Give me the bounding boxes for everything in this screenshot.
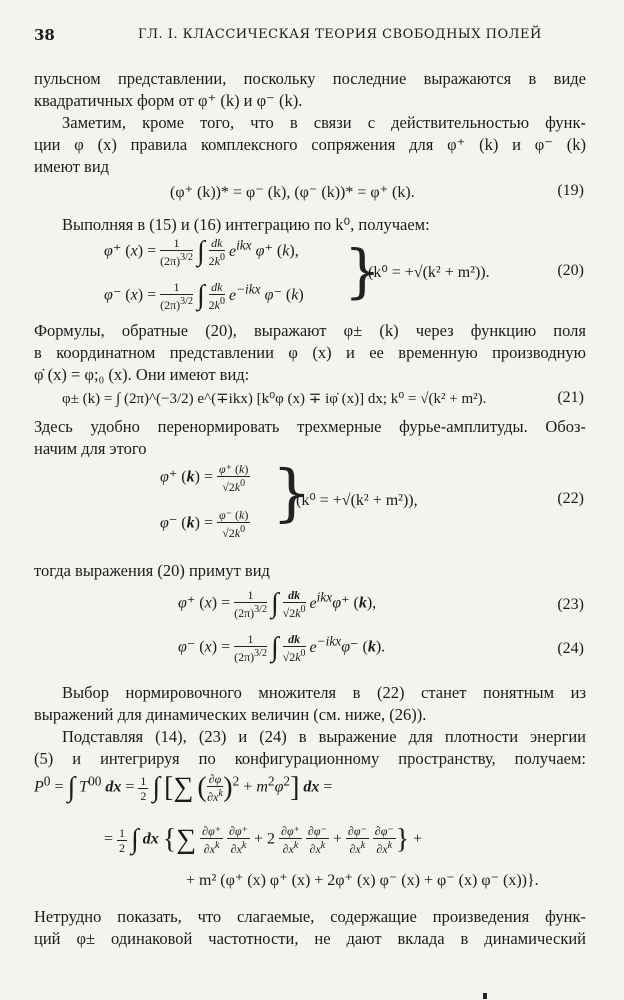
equation-number: (22)	[557, 490, 584, 507]
curly-brace: }	[344, 237, 381, 305]
equation-number: (20)	[557, 262, 584, 279]
text-line: Выбор нормировочного множителя в (22) станет понятным из	[62, 683, 586, 702]
equation-22b: φ⁻ (k) = $\frac{\varphi^- (k)}{√2k^0}$	[160, 508, 249, 540]
text-line: тогда выражения (20) примут вид	[34, 561, 270, 580]
curly-brace: }	[272, 456, 312, 529]
text-line: Подставляя (14), (23) и (24) в выражение для плотности энергии	[62, 727, 586, 746]
equation-number: (21)	[557, 389, 584, 406]
text-line: Заметим, кроме того, что в связи с действительностью функ-	[62, 113, 586, 132]
equation-number: (24)	[557, 640, 584, 657]
running-title: ГЛ. I. КЛАССИЧЕСКАЯ ТЕОРИЯ СВОБОДНЫХ ПОЛЕЙ	[138, 27, 542, 42]
print-mark	[483, 993, 487, 999]
text-line: выражений для динамических величин (см. ниже, (26)).	[34, 705, 427, 724]
energy-equation-line-1: $P^0$ = ∫ $T^{00}$ dx = $\frac{1}{2}$ ∫ [∑ ( $\frac{\partial\varphi}{\partial x^k}$ )$^2 + m^2\varphi^2$] dx =	[34, 772, 333, 804]
equation-21: φ± (k) = ∫ (2π)^(−3/2) e^(∓ikx) [k⁰φ (x) ∓ iφ̇ (x)] dx; k⁰ = √(k² + m²).	[62, 391, 487, 407]
text-line: начим для этого	[34, 439, 147, 458]
equation-22-condition: (k⁰ = +√(k² + m²)),	[296, 492, 418, 509]
equation-20a: φ⁺ (x) = $\frac{1}{(2\pi)^{3/2}}$ ∫ $\frac{dk}{2k^0}$ $e^{ikx}$ φ⁺ (k),	[104, 236, 299, 268]
text-line: в координатном представлении φ (x) и ее временную производную	[34, 343, 586, 362]
equation-number: (19)	[557, 182, 584, 199]
equation-19: (φ⁺ (k))* = φ⁻ (k), (φ⁻ (k))* = φ⁺ (k).	[170, 184, 415, 201]
equation-20b: φ⁻ (x) = $\frac{1}{(2\pi)^{3/2}}$ ∫ $\frac{dk}{2k^0}$ $e^{-ikx}$ φ⁻ (k)	[104, 280, 304, 312]
page-number: 38	[34, 26, 55, 44]
text-line: Нетрудно показать, что слагаемые, содержащие произведения функ-	[34, 907, 586, 926]
energy-equation-line-2: = $\frac{1}{2}$ ∫ dx {∑ $\frac{\partial\varphi^+}{\partial x^k}$ $\frac{\partial\varphi^+}{\partial x^k}$ + 2 $\frac{\partial\varphi^+}{\partial x^k}$ $\frac{\partial\varphi^-}{\partial x^k}$ + $\frac{\partial\varphi^-}{\partial x^k}$ $\frac{\partial\varphi^-}{\partial x^k}$ } +	[104, 824, 423, 856]
equation-24: φ⁻ (x) = $\frac{1}{(2\pi)^{3/2}}$ ∫ $\frac{dk}{√2k^0}$ $e^{-ikx}\varphi^-$ (k).	[178, 632, 386, 664]
equation-22a: φ⁺ (k) = $\frac{\varphi^+ (k)}{√2k^0}$	[160, 462, 249, 494]
energy-equation-line-3: + m² (φ⁺ (x) φ⁺ (x) + 2φ⁺ (x) φ⁻ (x) + φ⁻ (x) φ⁻ (x))}.	[186, 872, 539, 889]
text-line: ций φ± одинаковой частотности, не дают вклада в динамический	[34, 929, 586, 948]
text-line: Выполняя в (15) и (16) интеграцию по k⁰, получаем:	[62, 215, 430, 234]
text-line: φ̇ (x) = φ;₀ (x). Они имеют вид:	[34, 365, 250, 384]
text-line: (5) и интегрируя по конфигурационному пространству, получаем:	[34, 749, 586, 768]
text-line: ции φ (x) правила комплексного сопряжения для φ⁺ (k) и φ⁻ (k)	[34, 135, 586, 154]
text-line: имеют вид	[34, 157, 110, 176]
equation-23: φ⁺ (x) = $\frac{1}{(2\pi)^{3/2}}$ ∫ $\frac{dk}{√2k^0}$ $e^{ikx}\varphi^+$ (k),	[178, 588, 377, 620]
equation-number: (23)	[557, 596, 584, 613]
text-line: Формулы, обратные (20), выражают φ± (k) через функцию поля	[34, 321, 586, 340]
text-line: пульсном представлении, поскольку последние выражаются в виде	[34, 69, 586, 88]
equation-20-condition: (k⁰ = +√(k² + m²)).	[368, 264, 490, 281]
text-line: Здесь удобно перенормировать трехмерные фурье-амплитуды. Обоз-	[34, 417, 586, 436]
running-header	[34, 26, 584, 48]
text-line: квадратичных форм от φ⁺ (k) и φ⁻ (k).	[34, 91, 303, 110]
